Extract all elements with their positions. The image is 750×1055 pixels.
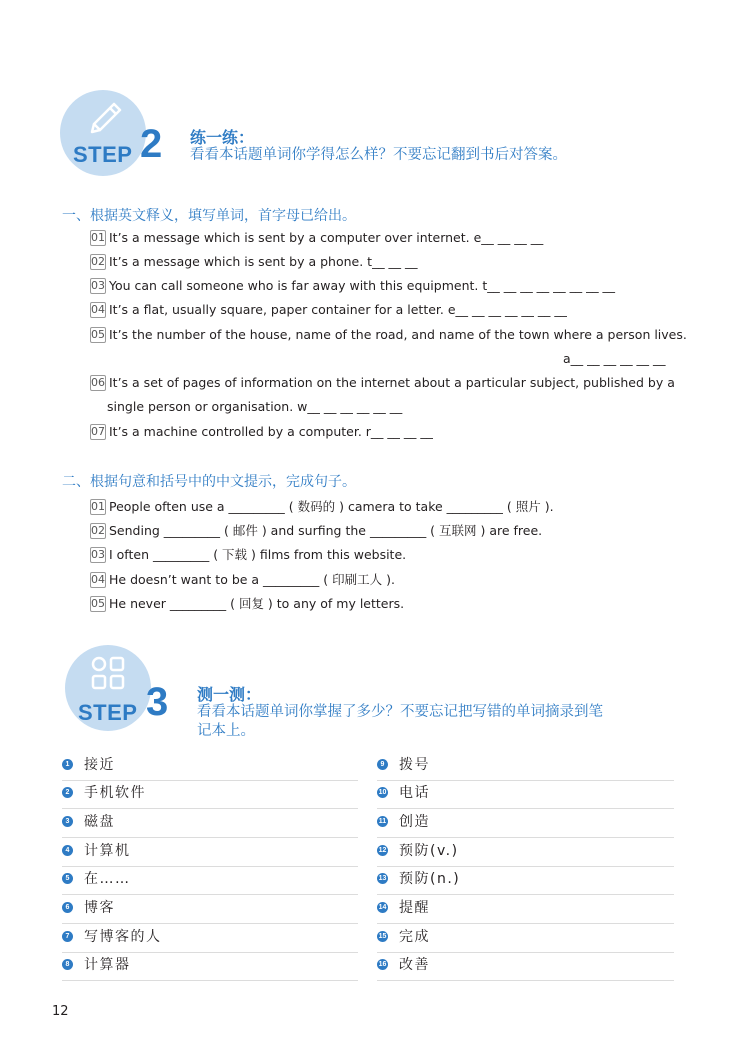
vocab-text: 在……	[84, 871, 131, 887]
vocab-text: 预防(v.)	[399, 843, 459, 859]
item-number: 03	[91, 279, 105, 292]
vocab-row-7	[62, 924, 358, 953]
item-number: 02	[91, 524, 105, 537]
vocab-number: 7	[62, 931, 73, 942]
vocab-number: 15	[378, 933, 387, 940]
item-number: 02	[91, 255, 105, 268]
section1-title: 一、根据英文释义，填写单词，首字母已给出。	[62, 208, 356, 224]
vocab-text: 计算器	[84, 957, 131, 973]
vocab-text: 博客	[84, 900, 115, 916]
step2-label: STEP	[73, 142, 133, 167]
vocab-number: 12	[378, 847, 387, 854]
vocab-number: 2	[62, 787, 73, 798]
vocab-text: 磁盘	[84, 814, 115, 830]
section2-item-1	[90, 497, 554, 515]
vocab-row-12	[377, 838, 674, 867]
vocab-row-13	[377, 866, 674, 895]
grid-shapes-icon	[90, 655, 126, 691]
vocab-row-2	[62, 780, 358, 809]
vocab-text: 拨号	[399, 757, 430, 773]
page-number: 12	[52, 1004, 69, 1019]
item-text: It’s a set of pages of information on the internet about a particular subject, published by a	[109, 375, 675, 390]
vocab-text: 电话	[399, 785, 430, 801]
vocab-row-5	[62, 866, 358, 895]
step3-title: 测一测：	[197, 685, 262, 704]
item-text: You can call someone who is far away with this equipment. t__ __ __ __ __ __ __ __	[109, 278, 616, 293]
vocab-text: 预防(n.)	[399, 871, 461, 887]
step2-number: 2	[140, 122, 163, 166]
step3-number: 3	[146, 680, 169, 724]
section1-item-3	[90, 278, 615, 294]
section2-title: 二、根据句意和括号中的中文提示，完成句子。	[62, 474, 356, 490]
item-text: It’s a message which is sent by a computer over internet. e__ __ __ __	[109, 230, 544, 245]
item-number: 01	[91, 500, 105, 513]
section1-item-1	[90, 230, 543, 246]
item-text: It’s a machine controlled by a computer. r__ __ __ __	[109, 424, 433, 439]
section1-item-6	[90, 375, 675, 391]
section2-item-4	[90, 570, 395, 588]
vocab-row-15	[377, 924, 674, 953]
item-number: 04	[91, 303, 105, 316]
vocab-row-14	[377, 895, 674, 924]
vocab-number: 1	[62, 759, 73, 770]
step3-description-line1: 看看本话题单词你掌握了多少？不要忘记把写错的单词摘录到笔	[197, 704, 603, 720]
vocab-text: 改善	[399, 957, 430, 973]
vocab-row-9	[377, 752, 674, 781]
vocab-row-16	[377, 952, 674, 981]
section1-item-5	[90, 327, 687, 343]
step2-title: 练一练：	[190, 128, 255, 147]
item-number: 05	[91, 328, 105, 341]
vocab-row-1	[62, 752, 358, 781]
vocab-text: 计算机	[84, 843, 131, 859]
vocab-number: 3	[62, 816, 73, 827]
vocab-text: 创造	[399, 814, 430, 830]
vocab-number: 10	[378, 789, 387, 796]
vocab-row-6	[62, 895, 358, 924]
vocab-number: 8	[62, 959, 73, 970]
section1-item-7	[90, 424, 433, 440]
item-text: Sending _________ ( 邮件 ) and surfing the _________ ( 互联网 ) are free.	[109, 523, 543, 538]
vocab-number: 4	[62, 845, 73, 856]
vocab-row-11	[377, 809, 674, 838]
vocab-row-8	[62, 952, 358, 981]
item-text: It’s a flat, usually square, paper container for a letter. e__ __ __ __ __ __ __	[109, 302, 567, 317]
item-number: 03	[91, 548, 105, 561]
section1-item-2	[90, 254, 418, 270]
vocab-text: 提醒	[399, 900, 430, 916]
vocab-number: 11	[378, 818, 387, 825]
item-number: 04	[91, 573, 105, 586]
step3-description-line2: 记本上。	[197, 723, 255, 739]
item-text: It’s a message which is sent by a phone. t__ __ __	[109, 254, 418, 269]
item-text: He never _________ ( 回复 ) to any of my letters.	[109, 596, 405, 611]
vocab-text: 接近	[84, 757, 115, 773]
vocab-row-10	[377, 780, 674, 809]
item-text: He doesn’t want to be a _________ ( 印刷工人 ).	[109, 572, 395, 587]
section2-item-3	[90, 545, 406, 563]
section2-item-2	[90, 521, 542, 539]
vocab-number: 5	[62, 873, 73, 884]
section1-item-4	[90, 302, 567, 318]
step3-label: STEP	[78, 700, 138, 725]
item-text: I often _________ ( 下载 ) films from this website.	[109, 547, 407, 562]
vocab-row-3	[62, 809, 358, 838]
section2-item-5	[90, 594, 404, 612]
vocab-number: 6	[62, 902, 73, 913]
vocab-number: 9	[377, 759, 388, 770]
pencil-icon	[88, 94, 128, 134]
vocab-row-4	[62, 838, 358, 867]
item-number: 01	[91, 231, 105, 244]
vocab-text: 完成	[399, 929, 430, 945]
vocab-number: 13	[378, 875, 387, 882]
item-number: 06	[91, 376, 105, 389]
vocab-text: 写博客的人	[84, 929, 162, 945]
vocab-number: 14	[378, 904, 387, 911]
item-number: 07	[91, 425, 105, 438]
vocab-number: 16	[378, 961, 387, 968]
section1-item-6-continuation: single person or organisation. w__ __ __ __ __ __	[107, 399, 403, 414]
item-number: 05	[91, 597, 105, 610]
item-text: People often use a _________ ( 数码的 ) camera to take _________ ( 照片 ).	[109, 499, 554, 514]
step2-description: 看看本话题单词你学得怎么样？不要忘记翻到书后对答案。	[190, 147, 567, 163]
section1-item-5-answer: a__ __ __ __ __ __	[563, 351, 666, 366]
vocab-text: 手机软件	[84, 785, 146, 801]
item-text: It’s the number of the house, name of the road, and name of the town where a person lives.	[109, 327, 687, 342]
